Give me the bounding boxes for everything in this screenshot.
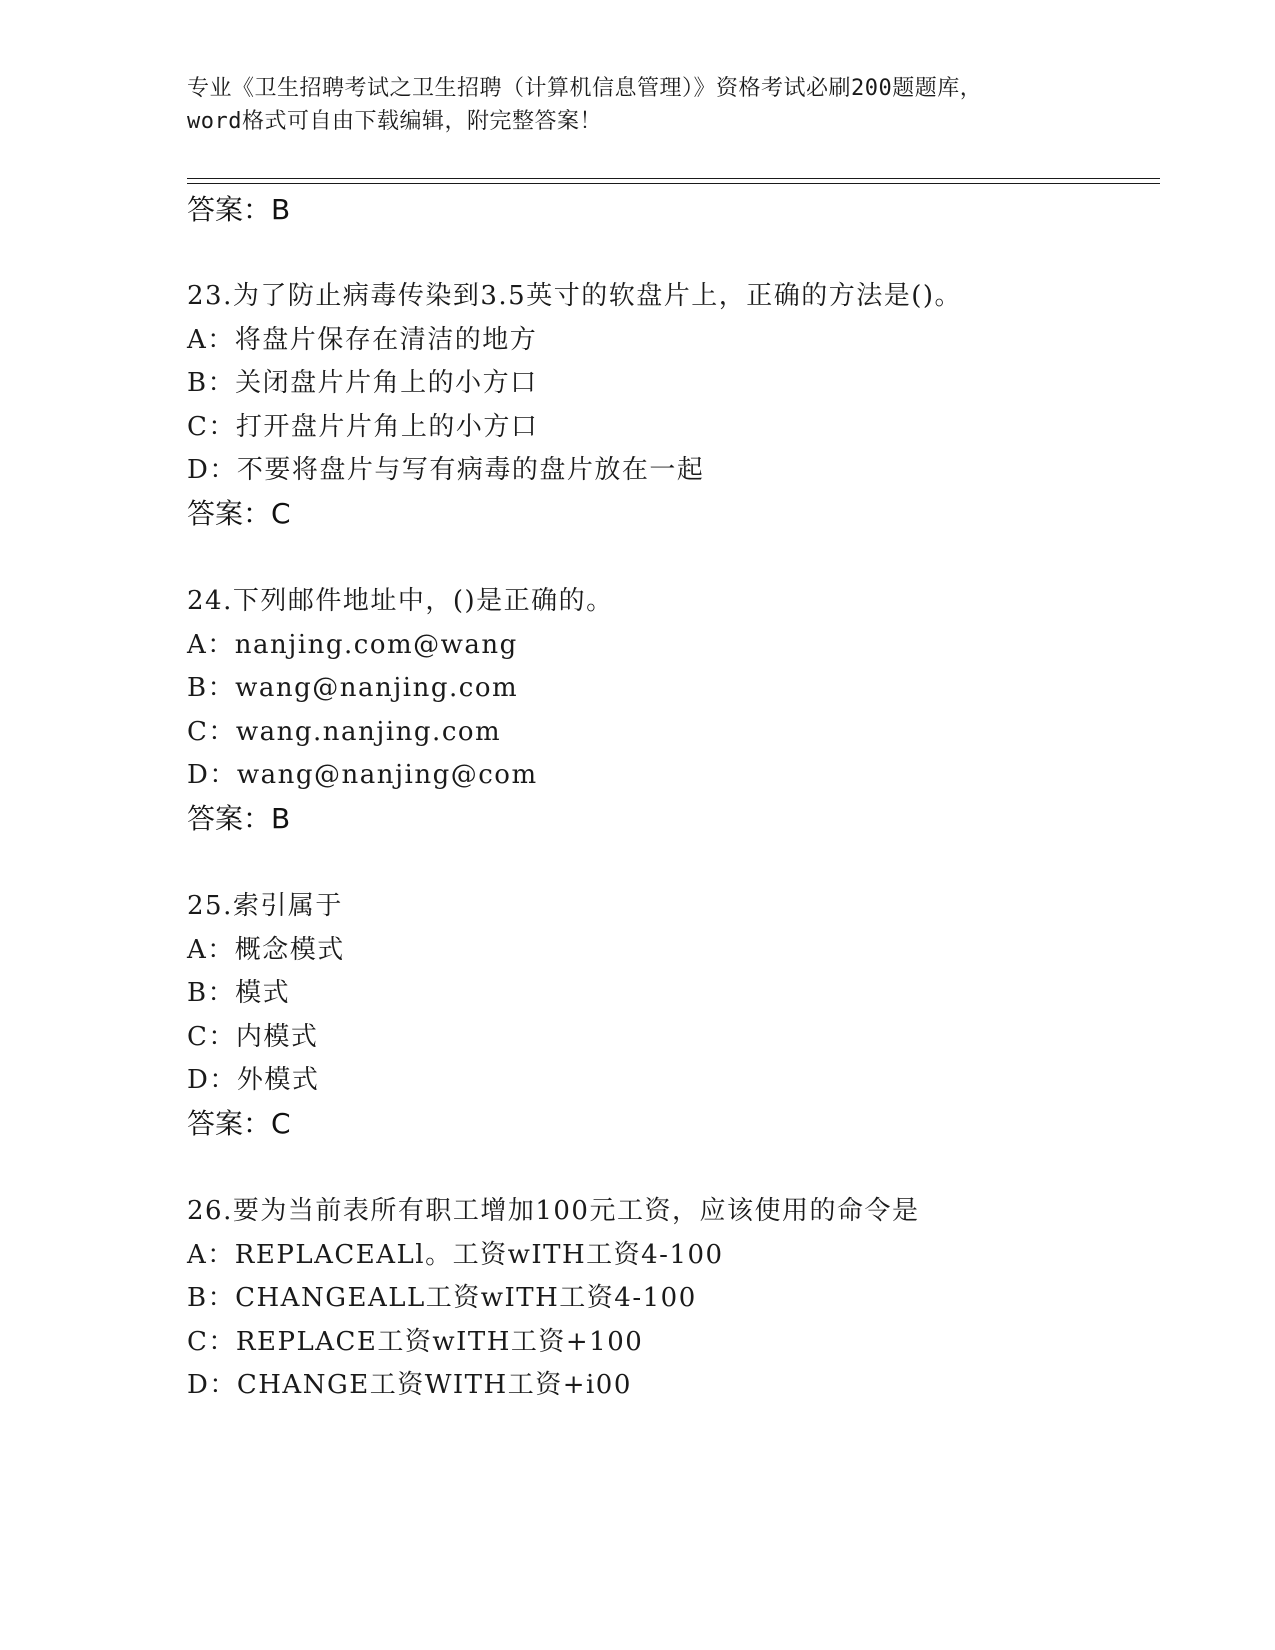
option-c: C：打开盘片片角上的小方口 bbox=[187, 412, 539, 442]
header-divider-top bbox=[187, 178, 1160, 179]
answer-line: 答案：B bbox=[187, 193, 291, 226]
question-stem: 26.要为当前表所有职工增加100元工资，应该使用的命令是 bbox=[187, 1196, 920, 1226]
answer-line: 答案：C bbox=[187, 1107, 291, 1140]
answer-line: 答案：B bbox=[187, 802, 291, 835]
document-header bbox=[187, 72, 1087, 138]
option-b: B：wang@nanjing.com bbox=[187, 673, 519, 703]
option-c: C：wang.nanjing.com bbox=[187, 717, 502, 747]
option-b: B：模式 bbox=[187, 978, 291, 1008]
question-stem: 23.为了防止病毒传染到3.5英寸的软盘片上，正确的方法是()。 bbox=[187, 281, 962, 311]
option-c: C：内模式 bbox=[187, 1022, 319, 1052]
header-line-1: 专业《卫生招聘考试之卫生招聘（计算机信息管理）》资格考试必刷200题题库， bbox=[187, 76, 983, 101]
option-a: A：概念模式 bbox=[187, 935, 345, 965]
option-b: B：CHANGEALL工资wITH工资4-100 bbox=[187, 1283, 697, 1313]
option-a: A：nanjing.com@wang bbox=[187, 630, 518, 660]
option-d: D：CHANGE工资WITH工资+i00 bbox=[187, 1370, 632, 1400]
answer-line: 答案：C bbox=[187, 497, 291, 530]
option-d: D：外模式 bbox=[187, 1065, 320, 1095]
question-stem: 24.下列邮件地址中，()是正确的。 bbox=[187, 586, 614, 616]
header-divider-bottom bbox=[187, 183, 1160, 184]
option-d: D：wang@nanjing@com bbox=[187, 760, 538, 790]
header-line-2: word格式可自由下载编辑，附完整答案！ bbox=[187, 109, 602, 134]
question-stem: 25.索引属于 bbox=[187, 891, 343, 921]
option-b: B：关闭盘片片角上的小方口 bbox=[187, 368, 538, 398]
option-c: C：REPLACE工资wITH工资+100 bbox=[187, 1327, 644, 1357]
option-d: D：不要将盘片与写有病毒的盘片放在一起 bbox=[187, 455, 705, 485]
option-a: A：REPLACEALl。工资wITH工资4-100 bbox=[187, 1240, 724, 1270]
option-a: A：将盘片保存在清洁的地方 bbox=[187, 325, 538, 355]
